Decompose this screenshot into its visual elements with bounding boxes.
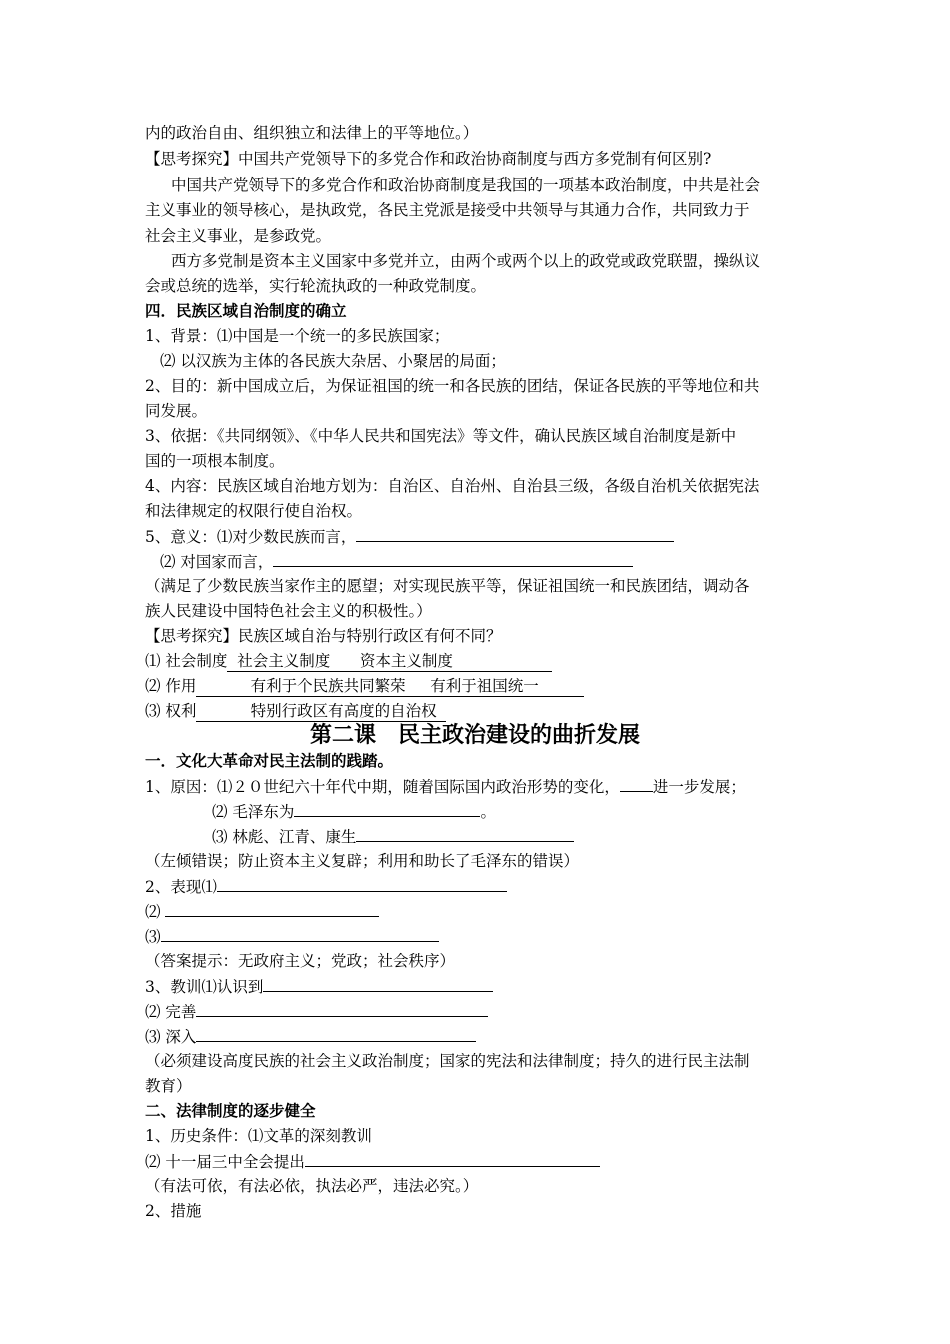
line-label: 进一步发展； [652,778,746,796]
answer-text: 有利于个民族共同繁荣 [250,677,406,695]
text-line: 【思考探究】中国共产党领导下的多党合作和政治协商制度与西方多党制有何区别? [145,150,712,168]
answer-blank[interactable] [356,526,674,542]
text-line [145,526,674,547]
answer-blank[interactable] [196,1001,488,1017]
text-line [145,776,746,797]
text-line: 中国共产党领导下的多党合作和政治协商制度是我国的一项基本政治制度，中共是社会 [171,176,761,194]
line-label: ⑵ 毛泽东为 [212,803,295,821]
answer-blank[interactable] [165,901,379,917]
text-line: 1、历史条件：⑴文革的深刻教训 [145,1127,372,1145]
text-line: 3、依据：《共同纲领》、《中华人民共和国宪法》等文件，确认民族区域自治制度是新中 [145,427,737,445]
text-line [212,801,496,822]
line-label: ⑶ 深入 [145,1028,197,1046]
text-line: 1、背景：⑴中国是一个统一的多民族国家； [145,327,450,345]
text-line: （有法可依，有法必依，执法必严，违法必究。） [145,1177,479,1195]
line-label: ⑶ [145,928,161,946]
section-heading: 一．文化大革命对民主法制的践踏。 [145,751,394,770]
text-line [212,826,574,847]
section-heading: 二、法律制度的逐步健全 [145,1101,316,1120]
text-line: 主义事业的领导核心，是执政党，各民主党派是接受中共领导与其通力合作，共同致力于 [145,201,750,219]
text-line: 和法律规定的权限行使自治权。 [145,502,363,520]
text-line: 2、目的：新中国成立后，为保证祖国的统一和各民族的团结，保证各民族的平等地位和共 [145,377,760,395]
text-line: （左倾错误；防止资本主义复辟；利用和助长了毛泽东的错误） [145,852,580,870]
text-line: 同发展。 [145,402,208,420]
answer-blank[interactable] [161,926,439,942]
answer-blank[interactable] [305,1151,600,1167]
answer-blank[interactable] [294,801,480,817]
text-line: 教育） [145,1077,192,1095]
line-label: ⑵ 十一届三中全会提出 [145,1153,305,1171]
line-label: 2、表现⑴ [145,878,217,896]
answer-text: 社会主义制度 [237,652,331,670]
line-label: 1、原因：⑴２０世纪六十年代中期，随着国际国内政治形势的变化， [145,778,620,796]
line-label: ⑵ 对国家而言， [160,553,274,571]
line-label: 3、教训⑴认识到 [145,978,264,996]
text-line [145,876,507,897]
text-line: 国的一项根本制度。 [145,452,285,470]
text-line: 【思考探究】民族区域自治与特别行政区有何不同？ [145,627,502,645]
answer-text: 资本主义制度 [359,652,453,670]
text-line [145,701,446,722]
text-line: 西方多党制是资本主义国家中多党并立，由两个或两个以上的政党或政党联盟，操纵议 [171,252,761,270]
text-line [145,901,379,922]
answer-blank[interactable] [356,826,574,842]
text-line: （答案提示：无政府主义；党政；社会秩序） [145,952,456,970]
text-line [145,676,584,697]
answer-blank[interactable] [273,551,633,567]
text-line [145,976,493,997]
answer-blank[interactable] [620,776,653,792]
text-line: 族人民建设中国特色社会主义的积极性。） [145,602,432,620]
text-line: ⑵ 以汉族为主体的各民族大杂居、小聚居的局面； [160,352,506,370]
text-line [145,1026,476,1047]
answer-filled [196,701,446,722]
text-line: （满足了少数民族当家作主的愿望；对实现民族平等，保证祖国统一和民族团结，调动各 [145,577,750,595]
lesson-title: 第二课 民主政治建设的曲折发展 [309,722,640,748]
answer-text: 有利于祖国统一 [430,677,539,695]
text-line [145,1001,488,1022]
text-line: 内的政治自由、组织独立和法律上的平等地位。） [145,124,479,142]
answer-filled [196,676,584,697]
text-line: （必须建设高度民族的社会主义政治制度；国家的宪法和法律制度；持久的进行民主法制 [145,1052,750,1070]
answer-filled [227,651,552,672]
line-label: ⑶ 权利 [145,702,197,720]
line-label: 。 [480,803,496,821]
text-line [160,551,633,572]
answer-text: 特别行政区有高度的自治权 [250,702,437,720]
line-label: ⑴ 社会制度 [145,652,228,670]
text-line: 社会主义事业，是参政党。 [145,227,332,245]
line-label: ⑵ 完善 [145,1003,197,1021]
answer-blank[interactable] [217,876,507,892]
text-line: 4、内容：民族区域自治地方划为：自治区、自治州、自治县三级，各级自治机关依据宪法 [145,477,760,495]
line-label: ⑵ [145,903,161,921]
line-label: ⑶ 林彪、江青、康生 [212,828,357,846]
answer-blank[interactable] [196,1026,476,1042]
section-heading: 四．民族区域自治制度的确立 [145,301,347,320]
text-line [145,926,439,947]
text-line [145,651,552,672]
line-label: 5、意义：⑴对少数民族而言， [145,528,357,546]
line-label: ⑵ 作用 [145,677,197,695]
text-line: 会或总统的选举，实行轮流执政的一种政党制度。 [145,277,487,295]
text-line: 2、措施 [145,1202,202,1220]
answer-blank[interactable] [263,976,493,992]
text-line [145,1151,600,1172]
